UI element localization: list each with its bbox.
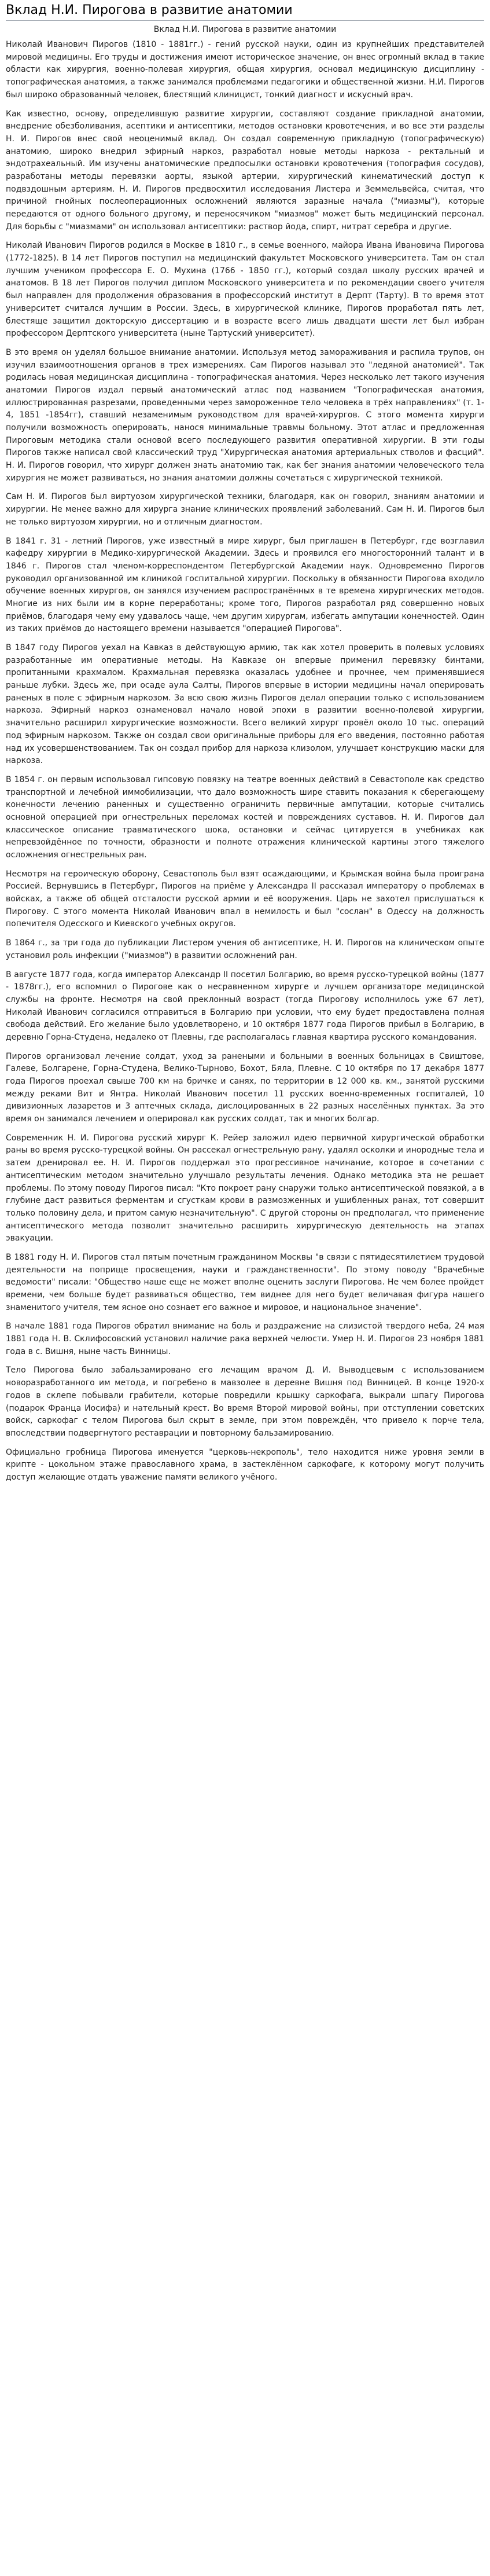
paragraph: Современник Н. И. Пирогова русский хирург К. Рейер заложил идею первичной хирургической обработки раны во время русско-турецкой войны. Он рассекал огнестрельную рану, удалял осколки и инородные тела и затем дренировал ее. Н. И. Пирогов поддержал это прогрессивное начинание, которое в сочетании с антисептическим методом значительно улучшало результаты лечения. Однако методика эта не решает проблемы. По этому поводу Пирогов писал: "Кто покроет рану снаружи только антисептической повязкой, а в глубине даст развиться ферментам и сгусткам крови в размозженных и ушибленных ранах, тот совершит только половину дела, и притом самую незначительную". С другой стороны он предполагал, что применение антисептического метода позволит значительно расширить хирургическую деятельность на этапах эвакуации. [6,1133,484,1243]
paragraph: В августе 1877 года, когда император Александр II посетил Болгарию, во время русско-турецкой войны (1877 - 1878гг.), его вспомнил о Пирогове как о несравненном хирурге и лучшем организаторе медицинской службы на фронте. Несмотря на свой преклонный возраст (тогда Пирогову исполнилось уже 67 лет), Николай Иванович согласился отправиться в Болгарию при условии, что ему будет предоставлена полная свобода действий. Его желание было удовлетворено, и 10 октября 1877 года Пирогов прибыл в Болгарию, в деревню Горна-Студена, недалеко от Плевны, где располагалась главная квартира русского командования. [6,970,484,1042]
paragraph: В это время он уделял большое внимание анатомии. Используя метод замораживания и распила трупов, он изучил взаимоотношения органов в трех измерениях. Сам Пирогов называл это "ледяной анатомией". Так родилась новая медицинская дисциплина - топографическая анатомия. Через несколько лет такого изучения анатомии Пирогов издал первый анатомический атлас под названием "Топографическая анатомия, иллюстрированная разрезами, проведенными через замороженное тело человека в трёх направлениях" (т. 1-4, 1851 -1854гг), ставший незаменимым руководством для врачей-хирургов. С этого момента хирурги получили возможность оперировать, нанося минимальные травмы больному. Этот атлас и предложенная Пироговым методика стали основой всего последующего развития оперативной хирургии. В эти годы Пирогов также написал свой классический труд "Хирургическая анатомия артериальных стволов и фасций". Н. И. Пирогов говорил, что хирург должен знать анатомию так, как бег знания анатомии человеческого тела хирургия не может развиваться, но знания анатомии должны сочетаться с хирургической техникой. [6,347,484,483]
page-title: Вклад Н.И. Пирогова в развитие анатомии [6,2,484,21]
paragraph: В 1864 г., за три года до публикации Листером учения об антисептике, Н. И. Пирогов на клиническом опыте установил роль инфекции ("миазмов") в развитии осложнений ран. [6,938,484,960]
paragraph: Николай Иванович Пирогов родился в Москве в 1810 г., в семье военного, майора Ивана Ивановича Пирогова (1772-1825). В 14 лет Пирогов поступил на медицинский факультет Московского университета. Там он стал лучшим учеником профессора Е. О. Мухина (1766 - 1850 гг.), который создал школу русских врачей и анатомов. В 18 лет Пирогов получил диплом Московского университета и по рекомендации своего учителя был направлен для продолжения образования в профессорский институт в Дерпт (Тарту). В то время этот университет считался лучшим в России. Здесь, в хирургической клинике, Пирогов проработал пять лет, блестяще защитил докторскую диссертацию и в возрасте всего лишь двадцати шести лет был избран профессором Дерптского университета (ныне Тартуский университет). [6,241,484,339]
paragraph: Несмотря на героическую оборону, Севастополь был взят осаждающими, и Крымская война была проиграна Россией. Вернувшись в Петербург, Пирогов на приёме у Александра II рассказал императору о проблемах в войсках, а также об общей отсталости русской армии и её вооружения. Царь не захотел прислушаться к Пирогову. С этого момента Николай Иванович впал в немилость и был "сослан" в Одессу на должность попечителя Одесского и Киевского учебных округов. [6,869,484,929]
paragraph: Пирогов организовал лечение солдат, уход за ранеными и больными в военных больницах в Свиштове, Галеве, Болгарене, Горна-Студена, Велико-Тырново, Бохот, Бяла, Плевне. С 10 октября по 17 декабря 1877 года Пирогов проехал свыше 700 км на бричке и санях, по территории в 12 000 кв. км., занятой русскими между реками Вит и Янтра. Николай Иванович посетил 11 русских военно-временных госпиталей, 10 дивизионных лазаретов и 3 аптечных склада, дислоцированных в 22 разных населённых пунктах. За это время он занимался лечением и оперировал как русских солдат, так и многих болгар. [6,1051,484,1124]
paragraph: Тело Пирогова было забальзамировано его лечащим врачом Д. И. Выводцевым с использованием новоразработанного им метода, и погребено в мавзолее в деревне Вишня под Винницей. В конце 1920-х годов в склепе побывали грабители, которые повредили крышку саркофага, выкрали шпагу Пирогова (подарок Франца Иосифа) и нательный крест. Во время Второй мировой войны, при отступлении советских войск, саркофаг с телом Пирогова был скрыт в земле, при этом повреждён, что привело к порче тела, впоследствии подвергнутого реставрации и повторному бальзамированию. [6,1366,484,1438]
paragraph: Как известно, основу, определившую развитие хирургии, составляют создание прикладной анатомии, внедрение обезболивания, асептики и антисептики, методов остановки кровотечения, и во все эти разделы Н. И. Пирогов внес свой неоценимый вклад. Он создал современную прикладную (топографическую) анатомию, широко внедрил эфирный наркоз, разработал новые методы наркоза - ректальный и эндотрахеальный. Им изучены анатомические предпосылки остановки кровотечения (топография сосудов), разработаны методы перевязки аорты, языкой артерии, хирургический кинематический доступ к подвздошным артериям. Н. И. Пирогов предвосхитил исследования Листера и Земмельвейса, считая, что причиной гнойных послеоперационных осложнений являются заразные начала ("миазмы"), которые передаются от одного больного другому, и переносячиком "миазмов" может быть медицинский персонал. Для борьбы с "миазмами" он использовал антисептики: раствор йода, спирт, нитрат серебра и другие. [6,109,484,232]
paragraph: В 1847 году Пирогов уехал на Кавказ в действующую армию, так как хотел проверить в полевых условиях разработанные им оперативные методы. На Кавказе он впервые применил перевязку бинтами, пропитанными крахмалом. Крахмальная перевязка оказалась удобнее и прочнее, чем применявшиеся раньше лубки. Здесь же, при осаде аула Салты, Пирогов впервые в истории медицины начал оперировать раненых в поле с эфирным наркозом. За всю свою жизнь Пирогов делал операции только с использованием наркоза. Эфирный наркоз ознаменовал начало новой эпохи в развитии военно-полевой хирургии, значительно расширил хирургические возможности. Всего великий хирург провёл около 10 тыс. операций под эфирным наркозом. Также он создал свои оригинальные приборы для его введения, постоянно работая над их усовершенствованием. Так он создал прибор для наркоза клизолом, улучшает конструкцию маски для наркоза. [6,643,484,766]
paragraph: В 1881 году Н. И. Пирогов стал пятым почетным гражданином Москвы "в связи с пятидесятилетием трудовой деятельности на поприще просвещения, науки и гражданственности". По этому поводу "Врачебные ведомости" писали: "Общество наше еще не может вполне оценить заслуги Пирогова. Не чем более пройдет времени, чем больше будет развиваться общество, тем виднее для него будет величавая фигура нашего знаменитого учителя, тем ясное оно сознает его важное и мировое, и национальное значение". [6,1252,484,1312]
paragraph: Сам Н. И. Пирогов был виртуозом хирургической техники, благодаря, как он говорил, знаниям анатомии и хирургии. Не менее важно для хирурга знание клинических проявлений заболеваний. Сам Н. И. Пирогов был не только виртуозом хирургии, но и отличным диагностом. [6,492,484,527]
paragraph: Николай Иванович Пирогов (1810 - 1881гг.) - гений русской науки, один из крупнейших представителей мировой медицины. Его труды и достижения имеют историческое значение, он внес огромный вклад в такие области как хирургия, военно-полевая хирургия, общая хирургия, основал медицинскую дисциплину - топографическая анатомия, а также занимался проблемами педагогики и общественной жизни. Н.И. Пирогов был широко образованный человек, блестящий клиницист, тонкий диагност и искусный врач. [6,40,484,100]
article-subtitle: Вклад Н.И. Пирогова в развитие анатомии [153,24,337,34]
paragraph: В 1841 г. 31 - летний Пирогов, уже известный в мире хирург, был приглашен в Петербург, где возглавил кафедру хирургии в Медико-хирургической Академии. Здесь и проявился его многосторонний талант и в 1846 г. Пирогов стал членом-корреспондентом Петербургской Академии наук. Одновременно Пирогов руководил организованной им клиникой госпитальной хирургии. Поскольку в обязанности Пирогова входило обучение военных хирургов, он занялся изучением распространённых в те времена хирургических методов. Многие из них были им в корне переработаны; кроме того, Пирогов разработал ряд совершенно новых приёмов, благодаря чему ему удавалось чаще, чем другим хирургам, избегать ампутации конечностей. Один из таких приёмов до настоящего времени называется "операцией Пирогова". [6,536,484,634]
paragraph: В 1854 г. он первым использовал гипсовую повязку на театре военных действий в Севастополе как средство транспортной и лечебной иммобилизации, что дало возможность шире ставить показания к сберегающему конечности лечению раненных и существенно ограничить первичные ампутации, которые считались основной операцией при огнестрельных переломах костей и повреждениях суставов. Н. И. Пирогов дал классическое описание травматического шока, остановки и сейчас цитируется в учебниках как непревзойдённое по точности, образности и полноте отражения клинической картины этого тяжелого осложнения огнестрельных ран. [6,775,484,860]
paragraph: Официально гробница Пирогова именуется "церковь-некрополь", тело находится ниже уровня земли в крипте - цокольном этаже православного храма, в застеклённом саркофаге, к которому могут получить доступ желающие отдать уважение памяти великого учёного. [6,1447,484,1482]
paragraph: В начале 1881 года Пирогов обратил внимание на боль и раздражение на слизистой твердого неба, 24 мая 1881 года Н. В. Склифосовский установил наличие рака верхней челюсти. Умер Н. И. Пирогов 23 ноября 1881 года в с. Вишня, ныне часть Винницы. [6,1322,484,1356]
